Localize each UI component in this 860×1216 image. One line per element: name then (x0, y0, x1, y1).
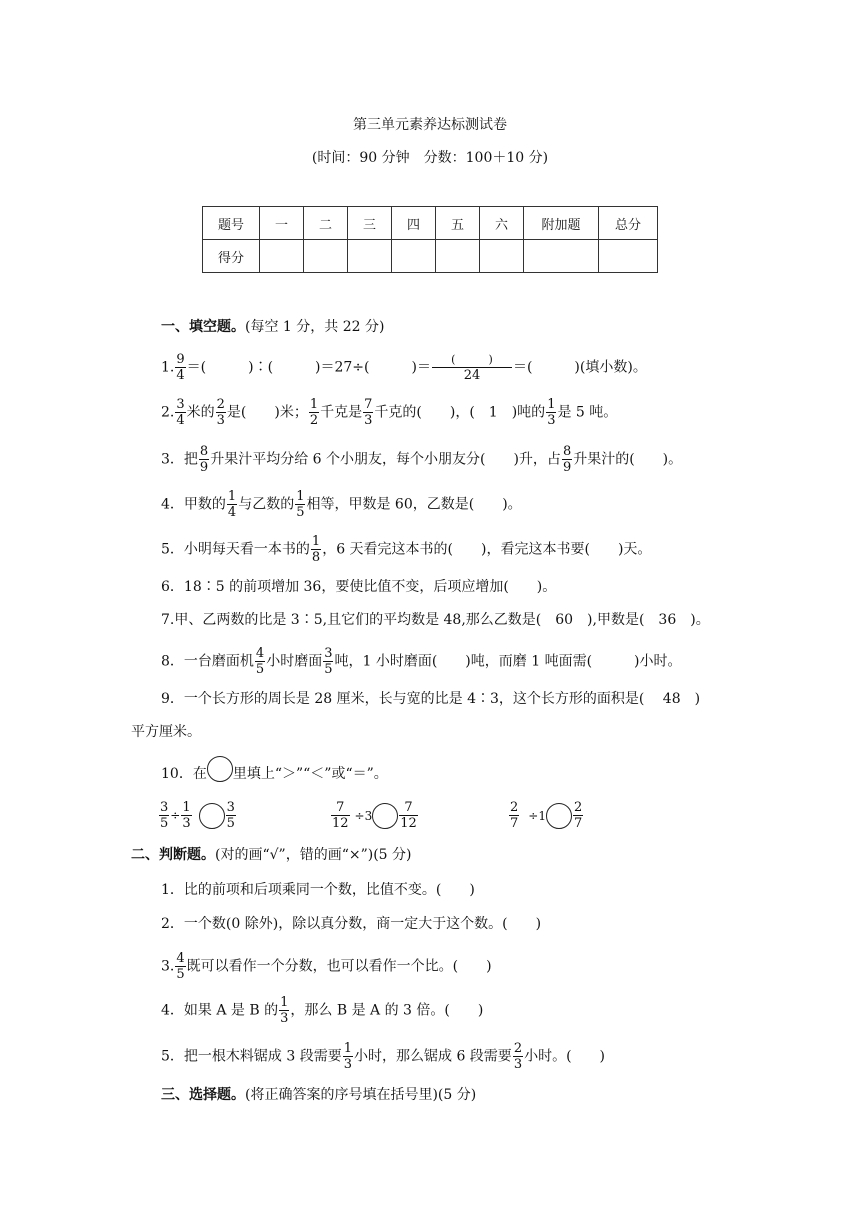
page-title: 第三单元素养达标测试卷 (353, 117, 507, 133)
question-number: 2. (161, 404, 175, 421)
fraction: $\frac{1}{4}$ (227, 489, 237, 520)
question-5 (161, 534, 651, 565)
judge-question-4 (161, 995, 483, 1026)
question-text: 与乙数的 (238, 496, 295, 513)
question-text: ，那么 B 是 A 的 3 倍。( ) (290, 1002, 484, 1019)
question-8 (161, 646, 682, 677)
fraction: $\frac{2}{3}$ (216, 397, 225, 428)
fraction: $\frac{7}{12}$ (332, 800, 349, 831)
fraction: $\frac{3}{5}$ (226, 800, 235, 831)
question-text: ＝( )(填小数)。 (512, 359, 647, 376)
question-9: 9．一个长方形的周长是 28 厘米，长与宽的比是 4∶3，这个长方形的面积是( 48 ) (161, 691, 701, 707)
fraction: $\frac{1}{5}$ (296, 489, 305, 520)
question-text: 4．如果 A 是 B 的 (161, 1002, 279, 1019)
question-text: 5．把一根木料锯成 3 段需要 (161, 1048, 342, 1065)
question-text: ，6 天看完这本书的( )，看完这本书要( )天。 (322, 541, 652, 558)
answer-circle-icon[interactable] (372, 803, 398, 829)
section-heading (131, 845, 412, 865)
fraction: ( ) 24 (432, 352, 512, 383)
question-3 (161, 444, 682, 475)
question-4 (161, 489, 522, 520)
answer-circle-icon[interactable] (199, 803, 225, 829)
fraction: $\frac{1}{3}$ (280, 995, 289, 1026)
question-text: 8．一台磨面机 (161, 653, 254, 670)
table-cell: 四 (392, 207, 436, 240)
table-cell: 一 (260, 207, 304, 240)
question-10 (161, 764, 388, 784)
fraction: $\frac{3}{5}$ (160, 800, 169, 831)
section-note: (将正确答案的序号填在括号里)(5 分) (245, 1087, 477, 1103)
comparison-item (330, 800, 419, 831)
section-title: 一、填空题。 (161, 319, 245, 335)
question-text: 10．在 (161, 766, 207, 782)
question-9-continued: 平方厘米。 (131, 724, 201, 740)
operator: ÷ (170, 808, 181, 823)
question-number: 1. (161, 359, 175, 376)
question-text: 升果汁的( )。 (573, 451, 683, 468)
question-6: 6．18∶5 的前项增加 36，要使比值不变，后项应增加( )。 (161, 579, 557, 595)
question-text: 是 5 吨。 (557, 404, 618, 421)
fraction: $\frac{4}{5}$ (255, 646, 265, 677)
page-subtitle: (时间：90 分钟 分数：100＋10 分) (311, 150, 549, 166)
judge-question-1: 1．比的前项和后项乘同一个数，比值不变。( ) (161, 882, 475, 898)
fraction: $\frac{4}{5}$ (176, 951, 185, 982)
fraction: $\frac{1}{3}$ (343, 1041, 352, 1072)
table-cell: 二 (304, 207, 348, 240)
question-text: 米的 (186, 404, 215, 421)
score-cell (524, 240, 599, 273)
fraction: $\frac{3}{5}$ (324, 646, 333, 677)
fraction: $\frac{2}{7}$ (573, 800, 583, 831)
operator: ÷1 (528, 808, 546, 823)
fraction: $\frac{7}{12}$ (400, 800, 417, 831)
fraction: $\frac{1}{2}$ (309, 397, 319, 428)
score-cell (599, 240, 658, 273)
question-text: 小时。( ) (524, 1048, 606, 1065)
fraction: $\frac{7}{3}$ (364, 397, 373, 428)
score-table-score-row (203, 240, 658, 273)
section-heading (161, 317, 384, 337)
question-text: 千克的( )，( 1 )吨的 (374, 404, 546, 421)
question-7: 7.甲、乙两数的比是 3∶5,且它们的平均数是 48,那么乙数是( 60 ),甲数是( 36 )。 (161, 612, 710, 628)
question-text: 小时磨面 (266, 653, 323, 670)
fraction: $\frac{3}{4}$ (176, 397, 185, 428)
comparison-item (508, 800, 584, 831)
question-text: 小时，那么锯成 6 段需要 (354, 1048, 512, 1065)
question-text: 4．甲数的 (161, 496, 226, 513)
fraction: $\frac{2}{7}$ (510, 800, 519, 831)
question-text: 3．把 (161, 451, 198, 468)
question-text: 里填上“＞”“＜”或“＝”。 (232, 766, 388, 782)
score-cell (260, 240, 304, 273)
score-cell (304, 240, 348, 273)
table-cell: 得分 (203, 240, 260, 273)
question-text: ＝( )∶( )＝27÷( )＝ (186, 359, 431, 376)
question-1 (161, 352, 647, 383)
score-cell (348, 240, 392, 273)
section-note: (每空 1 分，共 22 分) (245, 319, 385, 335)
fraction: $\frac{2}{3}$ (513, 1041, 523, 1072)
question-text: 是( )米； (226, 404, 308, 421)
table-cell: 五 (436, 207, 480, 240)
answer-circle-icon (207, 756, 233, 782)
question-text: 千克是 (320, 404, 363, 421)
fraction: $\frac{8}{9}$ (199, 444, 209, 475)
section-title: 二、判断题。 (131, 847, 215, 863)
question-text: 升果汁平均分给 6 个小朋友，每个小朋友分( )升，占 (210, 451, 561, 468)
fraction: $\frac{9}{4}$ (176, 352, 185, 383)
score-table (202, 206, 658, 273)
question-text: 既可以看作一个分数，也可以看作一个比。( ) (186, 958, 492, 975)
section-title: 三、选择题。 (161, 1087, 245, 1103)
question-number: 3. (161, 958, 175, 975)
fraction: $\frac{1}{3}$ (182, 800, 191, 831)
fraction: $\frac{1}{8}$ (311, 534, 321, 565)
score-cell (436, 240, 480, 273)
table-cell: 附加题 (524, 207, 599, 240)
table-cell: 题号 (203, 207, 260, 240)
fraction: $\frac{8}{9}$ (562, 444, 572, 475)
table-cell: 三 (348, 207, 392, 240)
table-cell: 总分 (599, 207, 658, 240)
score-cell (392, 240, 436, 273)
answer-circle-icon[interactable] (546, 803, 572, 829)
question-text: 相等，甲数是 60，乙数是( )。 (306, 496, 522, 513)
section-heading (161, 1085, 476, 1105)
judge-question-3 (161, 951, 492, 982)
score-table-header-row (203, 207, 658, 240)
judge-question-5 (161, 1041, 605, 1072)
table-cell: 六 (480, 207, 524, 240)
section-note: (对的画“√”，错的画“×”)(5 分) (215, 847, 412, 863)
fraction: $\frac{1}{3}$ (547, 397, 556, 428)
judge-question-2: 2．一个数(0 除外)，除以真分数，商一定大于这个数。( ) (161, 916, 542, 932)
question-2 (161, 397, 617, 428)
comparison-item (158, 800, 237, 831)
question-text: 5．小明每天看一本书的 (161, 541, 310, 558)
question-text: 吨，1 小时磨面( )吨，而磨 1 吨面需( )小时。 (334, 653, 682, 670)
operator: ÷3 (354, 808, 373, 823)
score-cell (480, 240, 524, 273)
